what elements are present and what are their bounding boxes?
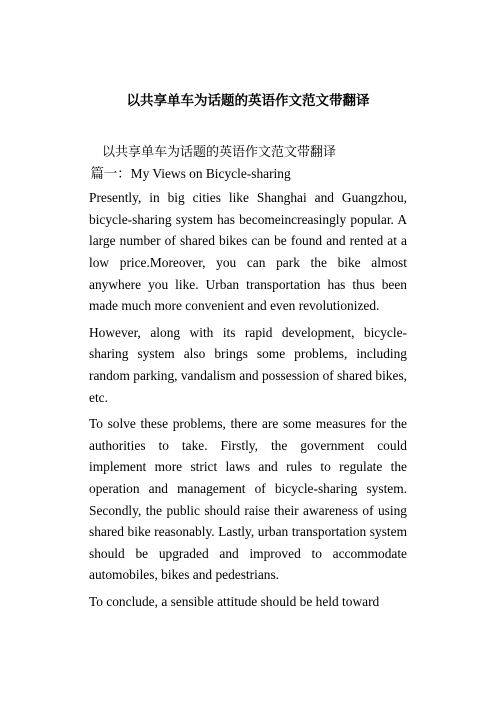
section-heading: 篇一：My Views on Bicycle-sharing bbox=[90, 165, 291, 181]
paragraph-4: To conclude, a sensible attitude should be held toward bbox=[89, 593, 380, 609]
paragraph-2: However, along with its rapid development, bicycle-sharing system also brings some problems, including random parking, vandalism and possession of shared bikes, etc. bbox=[89, 324, 407, 405]
paragraph-3: To solve these problems, there are some measures for the authorities to take. Firstly, the government could implement more strict laws and rules to regulate the operation and management of bicycle-sharing system. Secondly, the public should raise their awareness of using shared bike reasonably. Lastly, urban transportation system should be upgraded and improved to accommodate automobiles, bikes and pedestrians. bbox=[89, 416, 407, 583]
document-body bbox=[89, 141, 407, 612]
paragraph-1: Presently, in big cities like Shanghai and Guangzhou, bicycle-sharing system has becomeincreasingly popular. A large number of shared bikes can be found and rented at a low price.Moreover, you can park the bike almost anywhere you like. Urban transportation has thus been made much more convenient and even revolutionized. bbox=[89, 190, 407, 314]
document-subtitle: 以共享单车为话题的英语作文范文带翻译 bbox=[102, 144, 337, 159]
document-title: 以共享单车为话题的英语作文范文带翻译 bbox=[126, 93, 370, 108]
